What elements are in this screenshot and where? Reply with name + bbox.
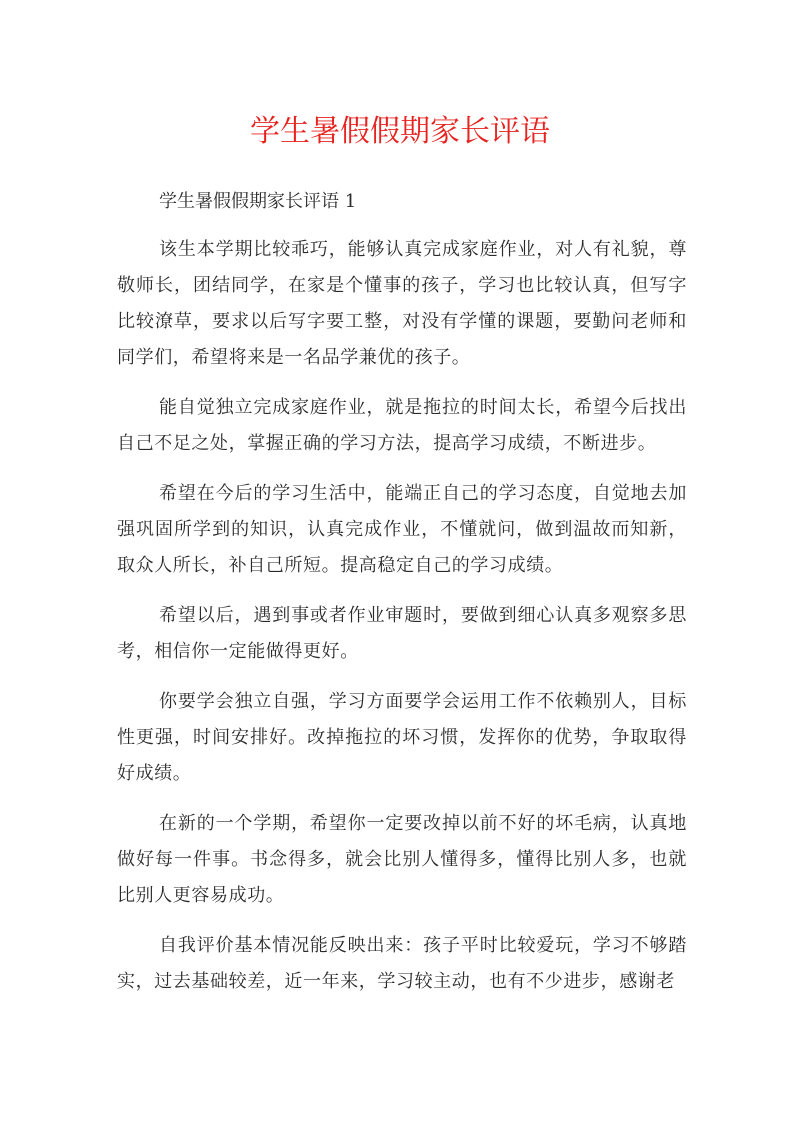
paragraph-5: 你要学会独立自强，学习方面要学会运用工作不依赖别人，目标性更强，时间安排好。改掉拖拉的坏习惯，发挥你的优势，争取取得好成绩。: [117, 691, 687, 784]
document-body: [117, 186, 687, 1000]
document-title: 学生暑假假期家长评语: [250, 114, 550, 149]
paragraph-7: 自我评价基本情况能反映出来：孩子平时比较爱玩，学习不够踏实，过去基础较差，近一年来，学习较主动，也有不少进步，感谢老: [117, 935, 687, 992]
paragraph-1: 该生本学期比较乖巧，能够认真完成家庭作业，对人有礼貌，尊敬师长，团结同学，在家是个懂事的孩子，学习也比较认真，但写字比较潦草，要求以后写字要工整，对没有学懂的课题，要勤问老师和同学们，希望将来是一名品学兼优的孩子。: [117, 239, 687, 368]
paragraph-3: 希望在今后的学习生活中，能端正自己的学习态度，自觉地去加强巩固所学到的知识，认真完成作业，不懂就问，做到温故而知新，取众人所长，补自己所短。提高稳定自己的学习成绩。: [117, 483, 687, 576]
paragraph-2: 能自觉独立完成家庭作业，就是拖拉的时间太长，希望今后找出自己不足之处，掌握正确的学习方法，提高学习成绩，不断进步。: [117, 397, 687, 454]
paragraph-4: 希望以后，遇到事或者作业审题时，要做到细心认真多观察多思考，相信你一定能做得更好。: [117, 605, 687, 662]
paragraph-6: 在新的一个学期，希望你一定要改掉以前不好的坏毛病，认真地做好每一件事。书念得多，就会比别人懂得多，懂得比别人多，也就比别人更容易成功。: [117, 813, 687, 906]
section-heading: 学生暑假假期家长评语 1: [159, 191, 357, 212]
